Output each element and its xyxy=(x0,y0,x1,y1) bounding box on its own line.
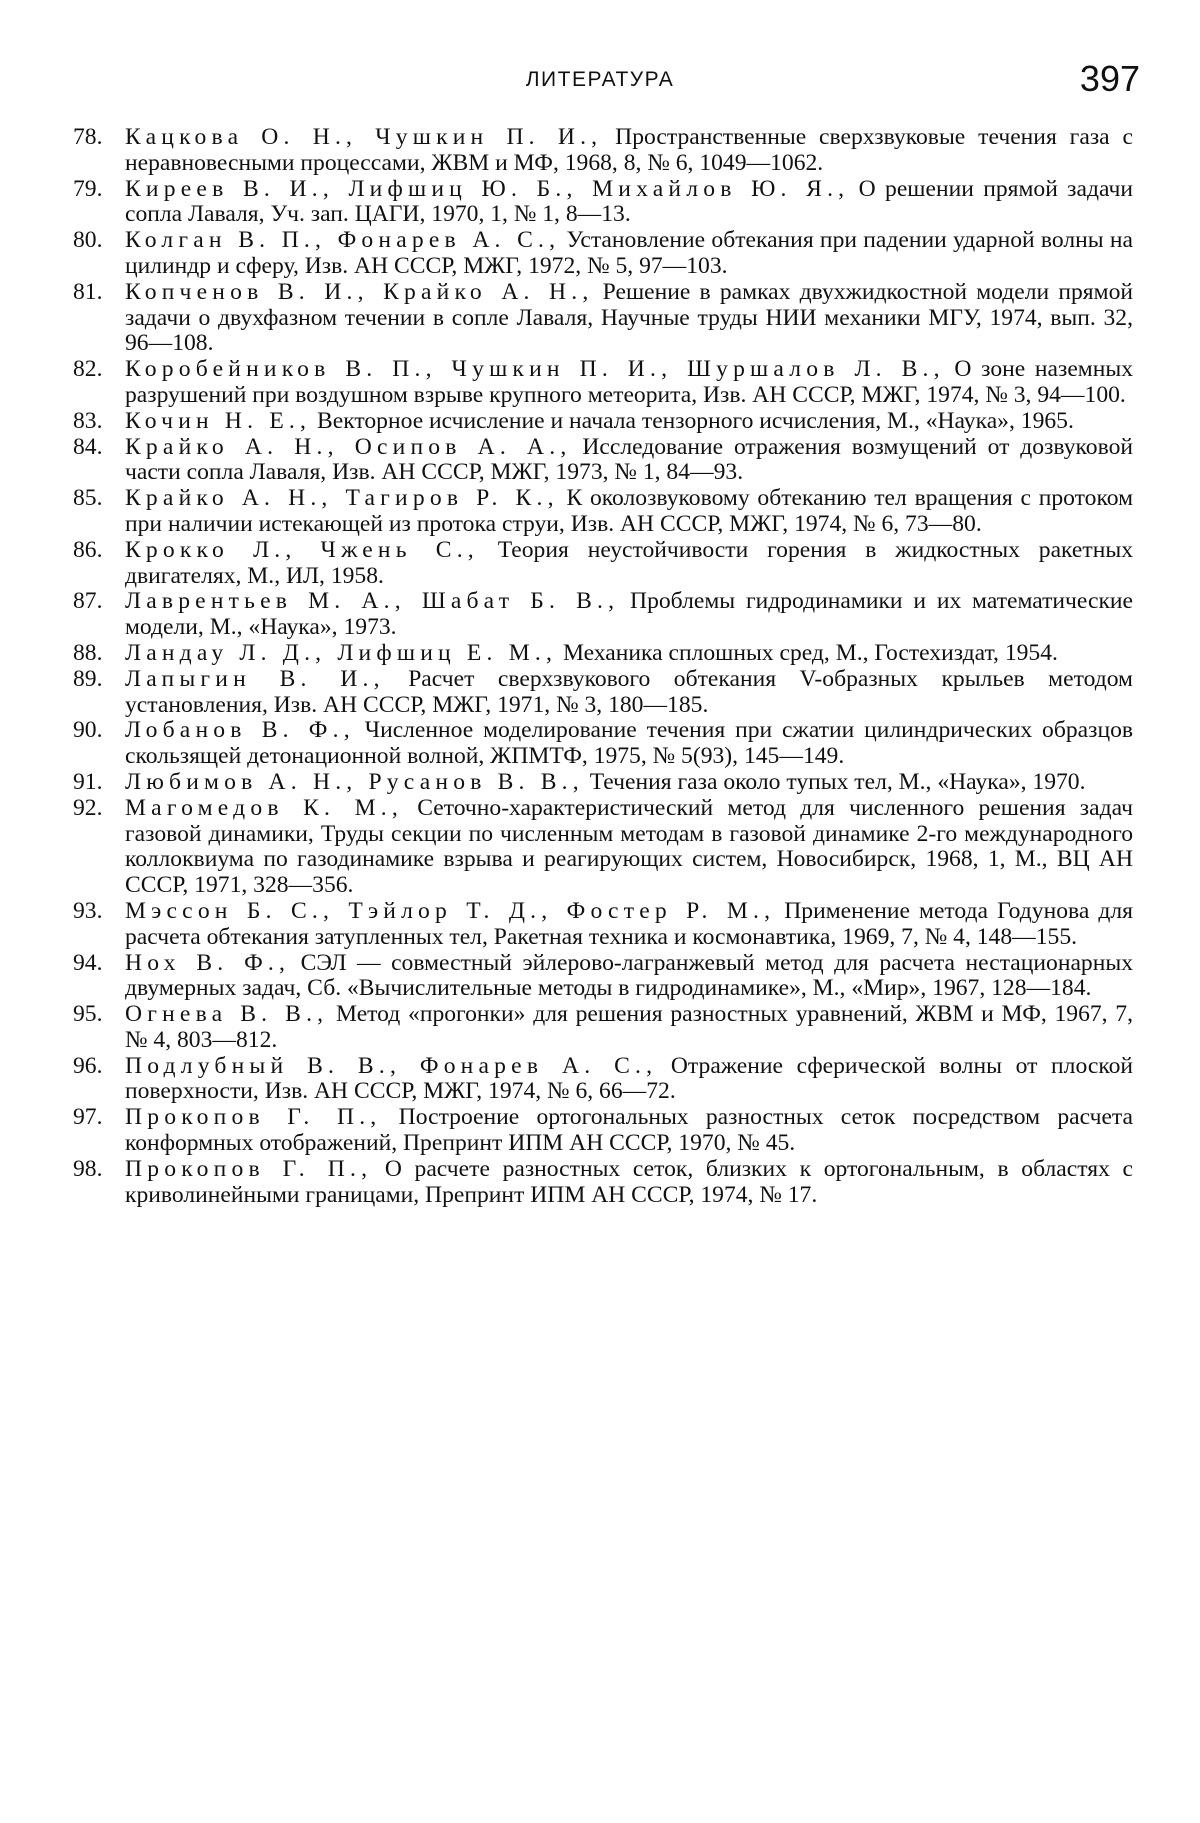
reference-authors: Киреев В. И., Лифшиц Ю. Б., Михайлов Ю. Я., xyxy=(125,175,850,202)
reference-authors: Ландау Л. Д., Лифшиц Е. М., xyxy=(125,639,558,666)
reference-text: Построение ортогональных разностных сеток посредством расчета конформных отображений, Препринт ИПМ АН СССР, 1970, № 45. xyxy=(125,1104,1133,1157)
reference-item xyxy=(73,796,1133,899)
reference-authors: Лапыгин В. И., xyxy=(125,665,385,692)
reference-item xyxy=(73,718,1133,770)
reference-item xyxy=(73,177,1133,229)
running-head-title: ЛИТЕРАТУРА xyxy=(525,68,675,91)
reference-number: 95. xyxy=(73,1001,103,1028)
reference-number: 93. xyxy=(73,897,103,924)
reference-text: Установление обтекания при падении ударной волны на цилиндр и сферу, Изв. АН СССР, МЖГ, 1972, № 5, 97—103. xyxy=(125,227,1133,279)
reference-text: Течения газа около тупых тел, М., «Наука», 1970. xyxy=(583,768,1086,795)
reference-item xyxy=(73,357,1133,409)
reference-text: О решении прямой задачи сопла Лаваля, Уч. зап. ЦАГИ, 1970, 1, № 1, 8—13. xyxy=(125,175,1133,228)
reference-authors: Нох В. Ф., xyxy=(125,949,291,976)
reference-number: 89. xyxy=(73,665,103,692)
reference-item xyxy=(73,228,1133,280)
reference-number: 83. xyxy=(73,407,103,434)
reference-authors: Кочин Н. Е., xyxy=(125,407,312,434)
reference-item xyxy=(73,486,1133,538)
reference-number: 78. xyxy=(73,124,103,150)
reference-authors: Магомедов К. М., xyxy=(125,794,403,821)
reference-text: Отражение сферической волны от плоской поверхности, Изв. АН СССР, МЖГ, 1974, № 6, 66—72. xyxy=(125,1052,1134,1105)
reference-number: 87. xyxy=(73,588,103,615)
reference-number: 91. xyxy=(73,768,103,795)
reference-text: Расчет сверхзвукового обтекания V-образных крыльев методом установления, Изв. АН СССР, МЖГ, 1971, № 3, 180—185. xyxy=(125,665,1133,718)
reference-authors: Лобанов В. Ф., xyxy=(125,717,355,744)
reference-list xyxy=(73,125,1133,1208)
reference-authors: Коробейников В. П., Чушкин П. И., Шуршалов Л. В., xyxy=(125,356,945,383)
reference-authors: Лаврентьев М. А., Шабат Б. В., xyxy=(125,588,620,615)
reference-text: Проблемы гидродинамики и их математические модели, М., «Наука», 1973. xyxy=(125,588,1133,641)
reference-number: 97. xyxy=(73,1104,103,1131)
reference-text: Сеточно-характеристический метод для численного решения задач газовой динамики, Труды секции по численным методам в газовой динамике 2-го международного коллоквиума по газодинамике взрыва и реагирующих систем, Новосибирск, 1968, 1, М., ВЦ АН СССР, 1971, 328—356. xyxy=(125,794,1133,899)
reference-number: 80. xyxy=(73,227,103,254)
reference-authors: Крайко А. Н., Осипов А. А., xyxy=(125,433,572,460)
reference-number: 84. xyxy=(73,433,103,460)
reference-text: СЭЛ — совместный эйлерово-лагранжевый метод для расчета нестационарных двумерных задач, Сб. «Вычислительные методы в гидродинамике», М., «Мир», 1967, 128—184. xyxy=(125,949,1133,1002)
running-head xyxy=(0,58,1200,104)
reference-text: Теория неустойчивости горения в жидкостных ракетных двигателях, М., ИЛ, 1958. xyxy=(125,536,1133,589)
reference-number: 90. xyxy=(73,717,103,744)
reference-number: 82. xyxy=(73,356,103,383)
reference-item xyxy=(73,1105,1133,1157)
reference-item xyxy=(73,280,1133,357)
reference-item xyxy=(73,770,1133,796)
reference-text: Векторное исчисление и начала тензорного исчисления, М., «Наука», 1965. xyxy=(311,407,1074,434)
reference-item xyxy=(73,125,1133,177)
reference-item xyxy=(73,435,1133,487)
reference-item xyxy=(73,589,1133,641)
page-number: 397 xyxy=(1079,58,1140,99)
reference-authors: Любимов А. Н., Русанов В. В., xyxy=(125,768,584,795)
reference-authors: Кацкова О. Н., Чушкин П. И., xyxy=(125,124,603,150)
reference-authors: Подлубный В. В., Фонарев А. С., xyxy=(125,1052,658,1079)
reference-number: 88. xyxy=(73,639,103,666)
reference-text: О расчете разностных сеток, близких к ортогональным, в областях с криволинейными границами, Препринт ИПМ АН СССР, 1974, № 17. xyxy=(125,1155,1133,1208)
reference-item xyxy=(73,538,1133,590)
reference-item xyxy=(73,1002,1133,1054)
reference-number: 85. xyxy=(73,485,103,512)
reference-number: 94. xyxy=(73,949,103,976)
reference-number: 96. xyxy=(73,1052,103,1079)
reference-authors: Колган В. П., Фонарев А. С., xyxy=(125,227,561,254)
reference-authors: Копченов В. И., Крайко А. Н., xyxy=(125,278,594,305)
reference-text: К околозвуковому обтеканию тел вращения с протоком при наличии истекающей из протока струи, Изв. АН СССР, МЖГ, 1974, № 6, 73—80. xyxy=(125,485,1133,537)
reference-item xyxy=(73,1157,1133,1209)
reference-authors: Прокопов Г. П., xyxy=(125,1104,382,1131)
reference-number: 92. xyxy=(73,794,103,821)
reference-authors: Прокопов Г. П., xyxy=(125,1155,373,1182)
reference-authors: Мэссон Б. С., Тэйлор Т. Д., Фостер Р. М., xyxy=(125,897,776,924)
reference-authors: Крайко А. Н., Тагиров Р. К., xyxy=(125,485,559,512)
reference-text: Численное моделирование течения при сжатии цилиндрических образцов скользящей детонационной волной, ЖПМТФ, 1975, № 5(93), 145—149. xyxy=(125,717,1134,770)
reference-item xyxy=(73,951,1133,1003)
reference-item xyxy=(73,409,1133,435)
reference-item xyxy=(73,667,1133,719)
reference-text: Применение метода Годунова для расчета обтекания затупленных тел, Ракетная техника и космонавтика, 1969, 7, № 4, 148—155. xyxy=(125,897,1133,950)
reference-item xyxy=(73,899,1133,951)
reference-number: 98. xyxy=(73,1155,103,1182)
reference-text: Метод «прогонки» для решения разностных уравнений, ЖВМ и МФ, 1967, 7, № 4, 803—812. xyxy=(125,1001,1134,1053)
reference-authors: Огнева В. В., xyxy=(125,1001,329,1028)
reference-text: О зоне наземных разрушений при воздушном взрыве крупного метеорита, Изв. АН СССР, МЖГ, 1974, № 3, 94—100. xyxy=(125,356,1133,408)
reference-text: Исследование отражения возмущений от дозвуковой части сопла Лаваля, Изв. АН СССР, МЖГ, 1973, № 1, 84—93. xyxy=(125,433,1133,486)
reference-authors: Крокко Л., Чжень С., xyxy=(125,536,479,563)
reference-text: Механика сплошных сред, М., Гостехиздат, 1954. xyxy=(557,639,1058,666)
reference-number: 79. xyxy=(73,175,103,202)
reference-item xyxy=(73,1054,1133,1106)
reference-number: 81. xyxy=(73,278,103,305)
reference-number: 86. xyxy=(73,536,103,563)
reference-item xyxy=(73,641,1133,667)
reference-text: Решение в рамках двухжидкостной модели прямой задачи о двухфазном течении в сопле Лаваля, Научные труды НИИ механики МГУ, 1974, вып. 32, 96—108. xyxy=(125,278,1133,357)
reference-text: Пространственные сверхзвуковые течения газа с неравновесными процессами, ЖВМ и МФ, 1968, 8, № 6, 1049—1062. xyxy=(125,124,1133,176)
